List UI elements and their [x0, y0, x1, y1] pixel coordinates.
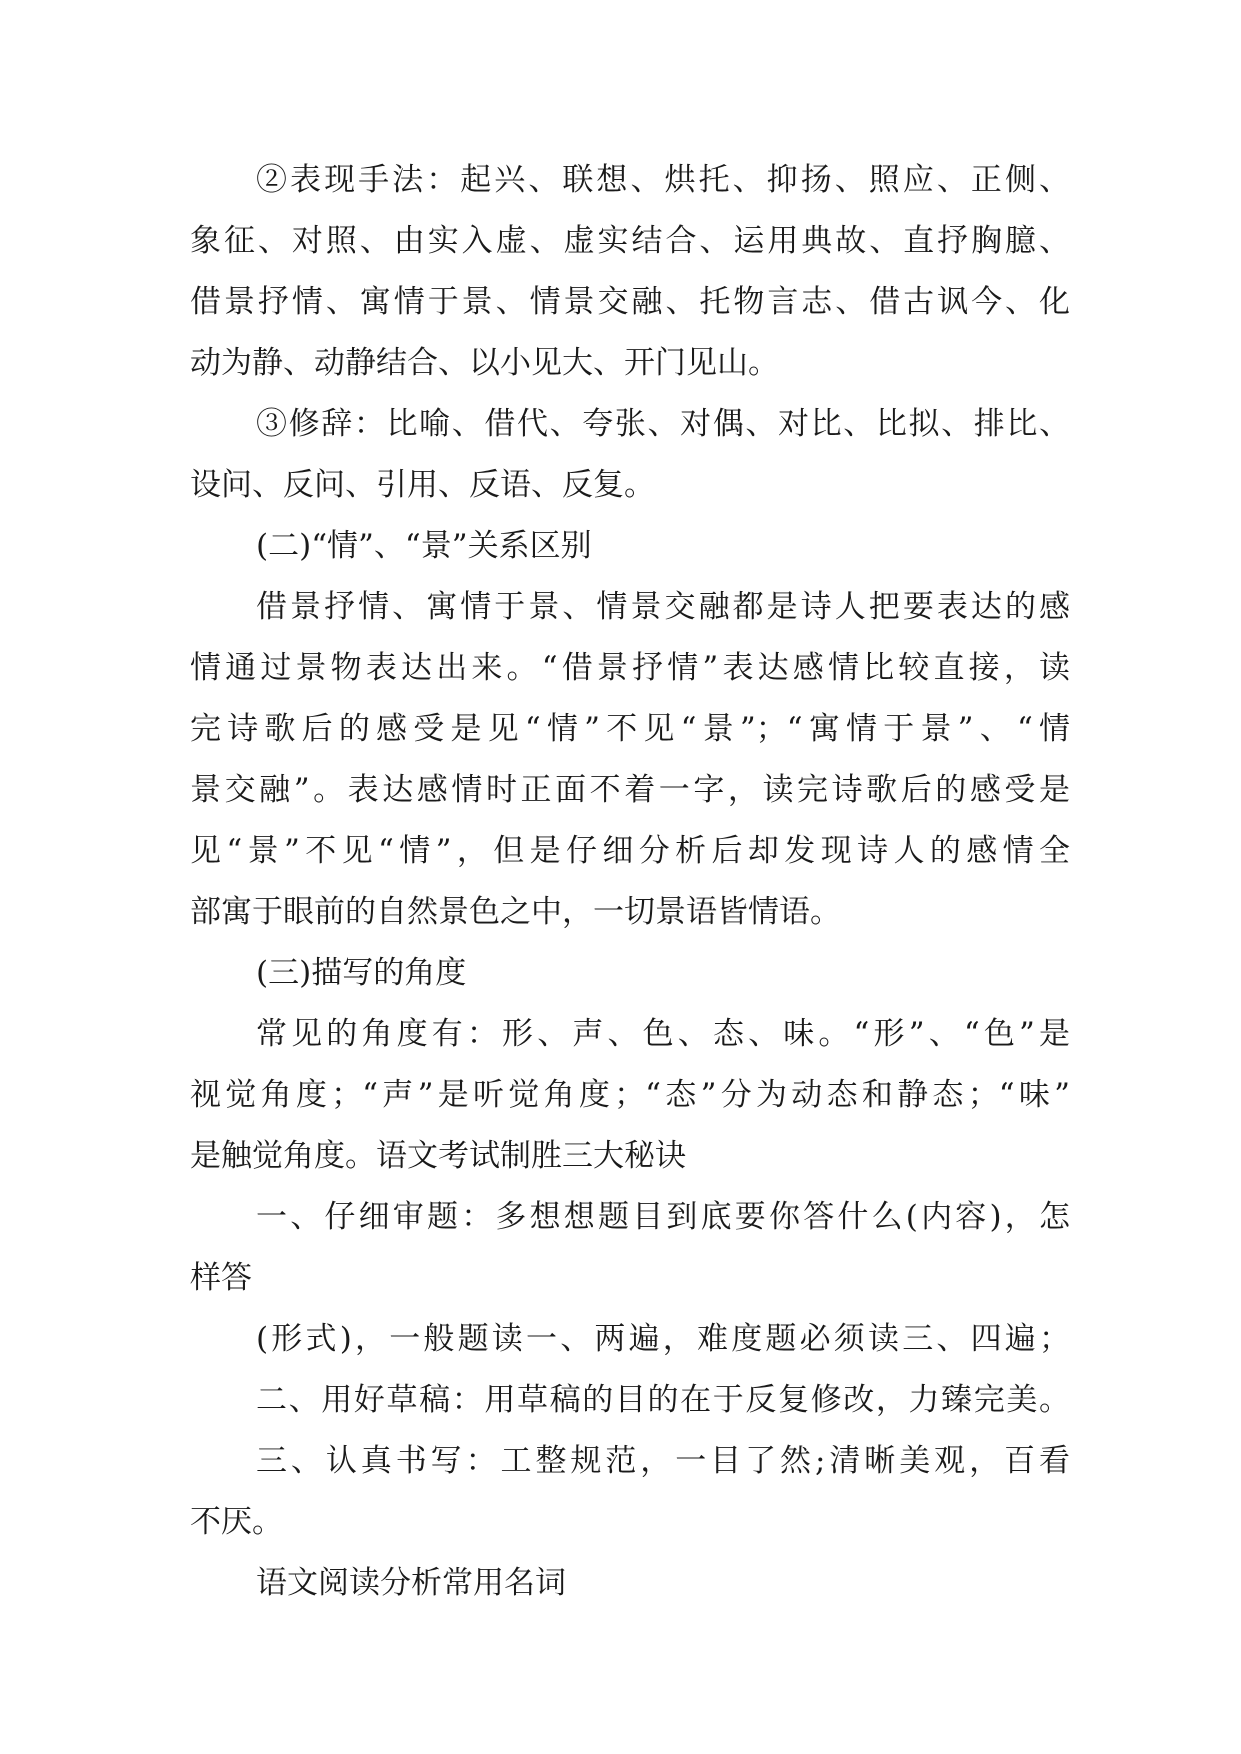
paragraph-line: 情通过景物表达出来。“借景抒情”表达感情比较直接，读 — [190, 650, 1070, 686]
paragraph-line: 二、用好草稿：用草稿的目的在于反复修改，力臻完美。 — [256, 1382, 1070, 1418]
paragraph-line: 常见的角度有：形、声、色、态、味。“形”、“色”是 — [256, 1016, 1070, 1052]
section-heading: (三)描写的角度 — [256, 955, 467, 991]
paragraph-line: 三、认真书写：工整规范，一目了然;清晰美观，百看 — [256, 1443, 1070, 1479]
paragraph-line: 完诗歌后的感受是见“情”不见“景”；“寓情于景”、“情 — [190, 711, 1070, 747]
section-heading: (二)“情”、“景”关系区别 — [256, 528, 592, 564]
paragraph-line: 样答 — [190, 1260, 252, 1296]
paragraph-line: 部寓于眼前的自然景色之中，一切景语皆情语。 — [190, 894, 841, 930]
paragraph-line: 是触觉角度。语文考试制胜三大秘诀 — [190, 1138, 686, 1174]
paragraph-line: 设问、反问、引用、反语、反复。 — [190, 467, 655, 503]
body-text — [190, 150, 1070, 1614]
paragraph-line: (形式)，一般题读一、两遍，难度题必须读三、四遍； — [256, 1321, 1070, 1357]
paragraph-line: 不厌。 — [190, 1504, 283, 1540]
paragraph-line: 借景抒情、寓情于景、情景交融都是诗人把要表达的感 — [256, 589, 1070, 625]
paragraph-line: 动为静、动静结合、以小见大、开门见山。 — [190, 345, 779, 381]
paragraph-line: 视觉角度；“声”是听觉角度；“态”分为动态和静态；“味” — [190, 1077, 1070, 1113]
paragraph-line: ③修辞：比喻、借代、夸张、对偶、对比、比拟、排比、 — [256, 406, 1070, 442]
paragraph-line: 见“景”不见“情”，但是仔细分析后却发现诗人的感情全 — [190, 833, 1070, 869]
paragraph-line: 借景抒情、寓情于景、情景交融、托物言志、借古讽今、化 — [190, 284, 1070, 320]
paragraph-line: ②表现手法：起兴、联想、烘托、抑扬、照应、正侧、 — [256, 162, 1070, 198]
paragraph-line: 象征、对照、由实入虚、虚实结合、运用典故、直抒胸臆、 — [190, 223, 1070, 259]
paragraph-line: 景交融”。表达感情时正面不着一字，读完诗歌后的感受是 — [190, 772, 1070, 808]
paragraph-line: 一、仔细审题：多想想题目到底要你答什么(内容)，怎 — [256, 1199, 1070, 1235]
section-heading: 语文阅读分析常用名词 — [256, 1565, 566, 1601]
